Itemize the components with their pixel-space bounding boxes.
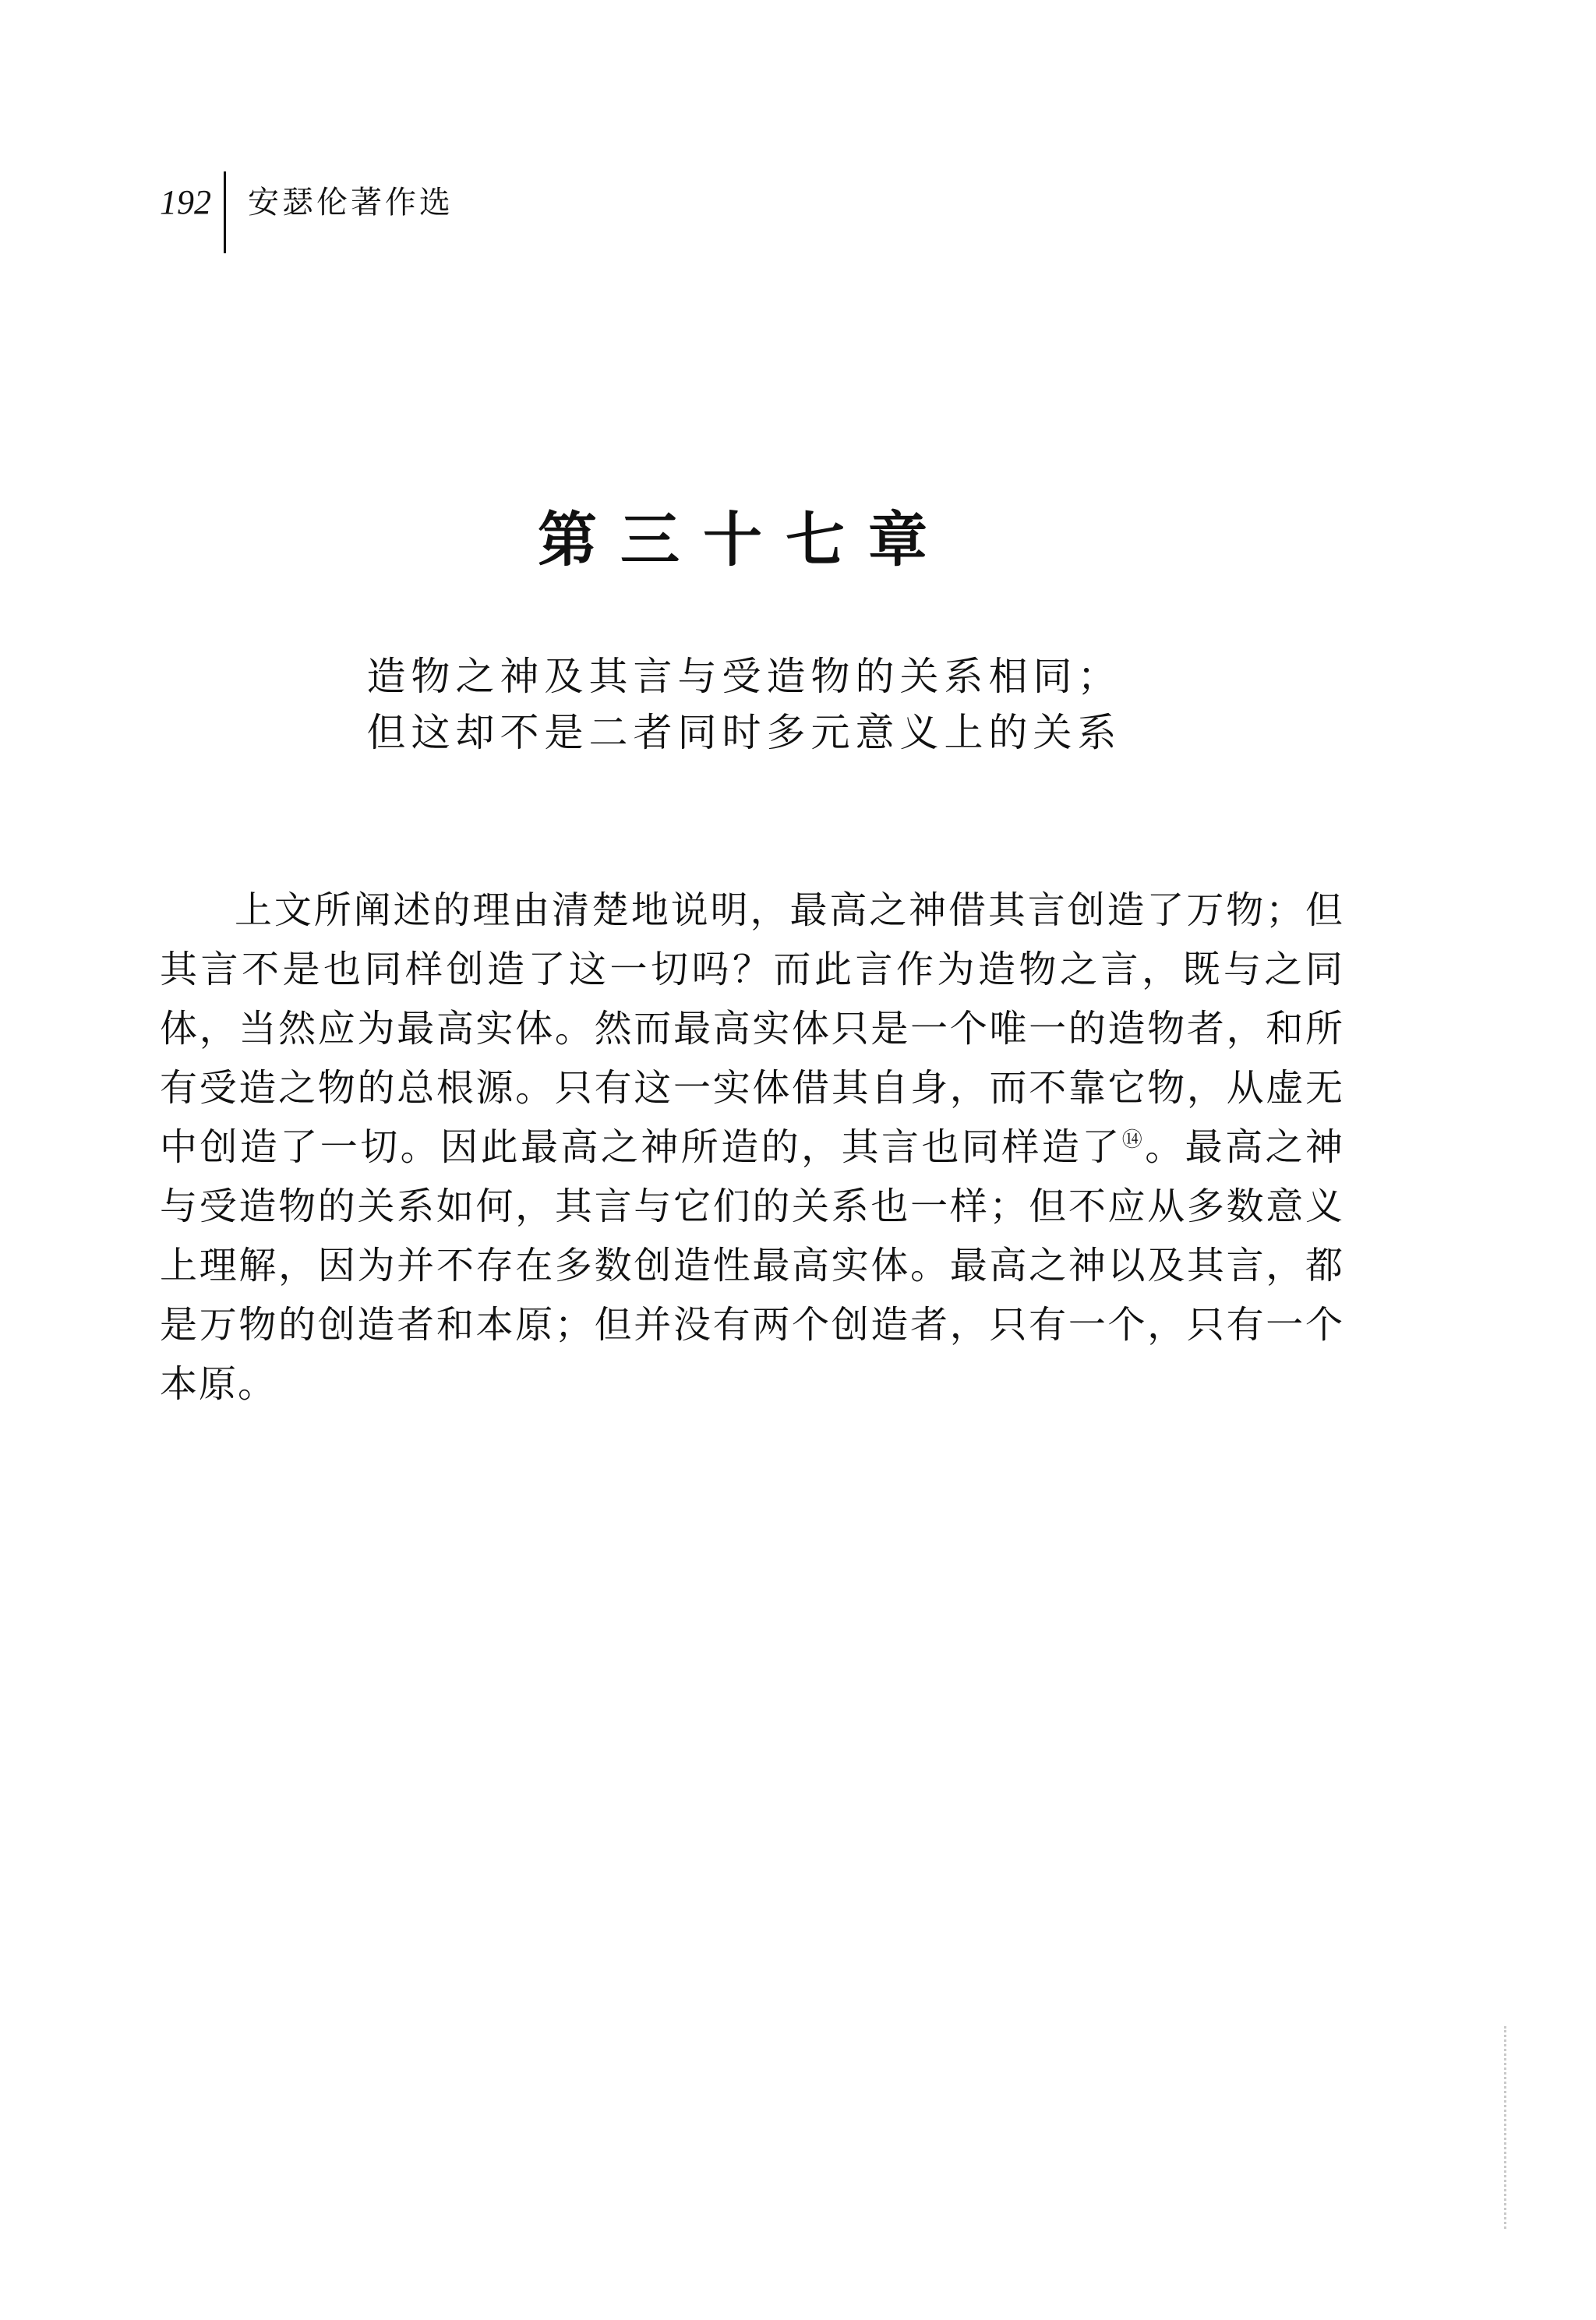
body-paragraph: [160, 881, 1344, 1414]
footnote-marker[interactable]: ⑭: [1121, 1128, 1146, 1152]
subtitle-line-1: 造物之神及其言与受造物的关系相同；: [366, 654, 1122, 699]
page-number: 192: [160, 183, 211, 221]
book-title: 安瑟伦著作选: [248, 185, 454, 221]
subtitle-line-2: 但这却不是二者同时多元意义上的关系: [366, 710, 1122, 755]
body-text-part-2: 。最高之神与受造物的关系如何，其言与它们的关系也一样；但不应从多数意义上理解，因为并不存在多数创造性最高实体。最高之神以及其言，都是万物的创造者和本原；但并没有两个创造者，只有一个，只有一个本原。: [160, 1125, 1344, 1406]
chapter-title: 第三十七章: [538, 505, 951, 574]
scan-margin-artifact: [1504, 2026, 1520, 2229]
chapter-subtitle: [0, 648, 1488, 761]
running-head: [160, 171, 454, 257]
body-text-part-1: 上文所阐述的理由清楚地说明，最高之神借其言创造了万物；但其言不是也同样创造了这一切吗？而此言作为造物之言，既与之同体，当然应为最高实体。然而最高实体只是一个唯一的造物者，和所有受造之物的总根源。只有这一实体借其自身，而不靠它物，从虚无中创造了一切。因此最高之神所造的，其言也同样造了: [160, 888, 1344, 1169]
